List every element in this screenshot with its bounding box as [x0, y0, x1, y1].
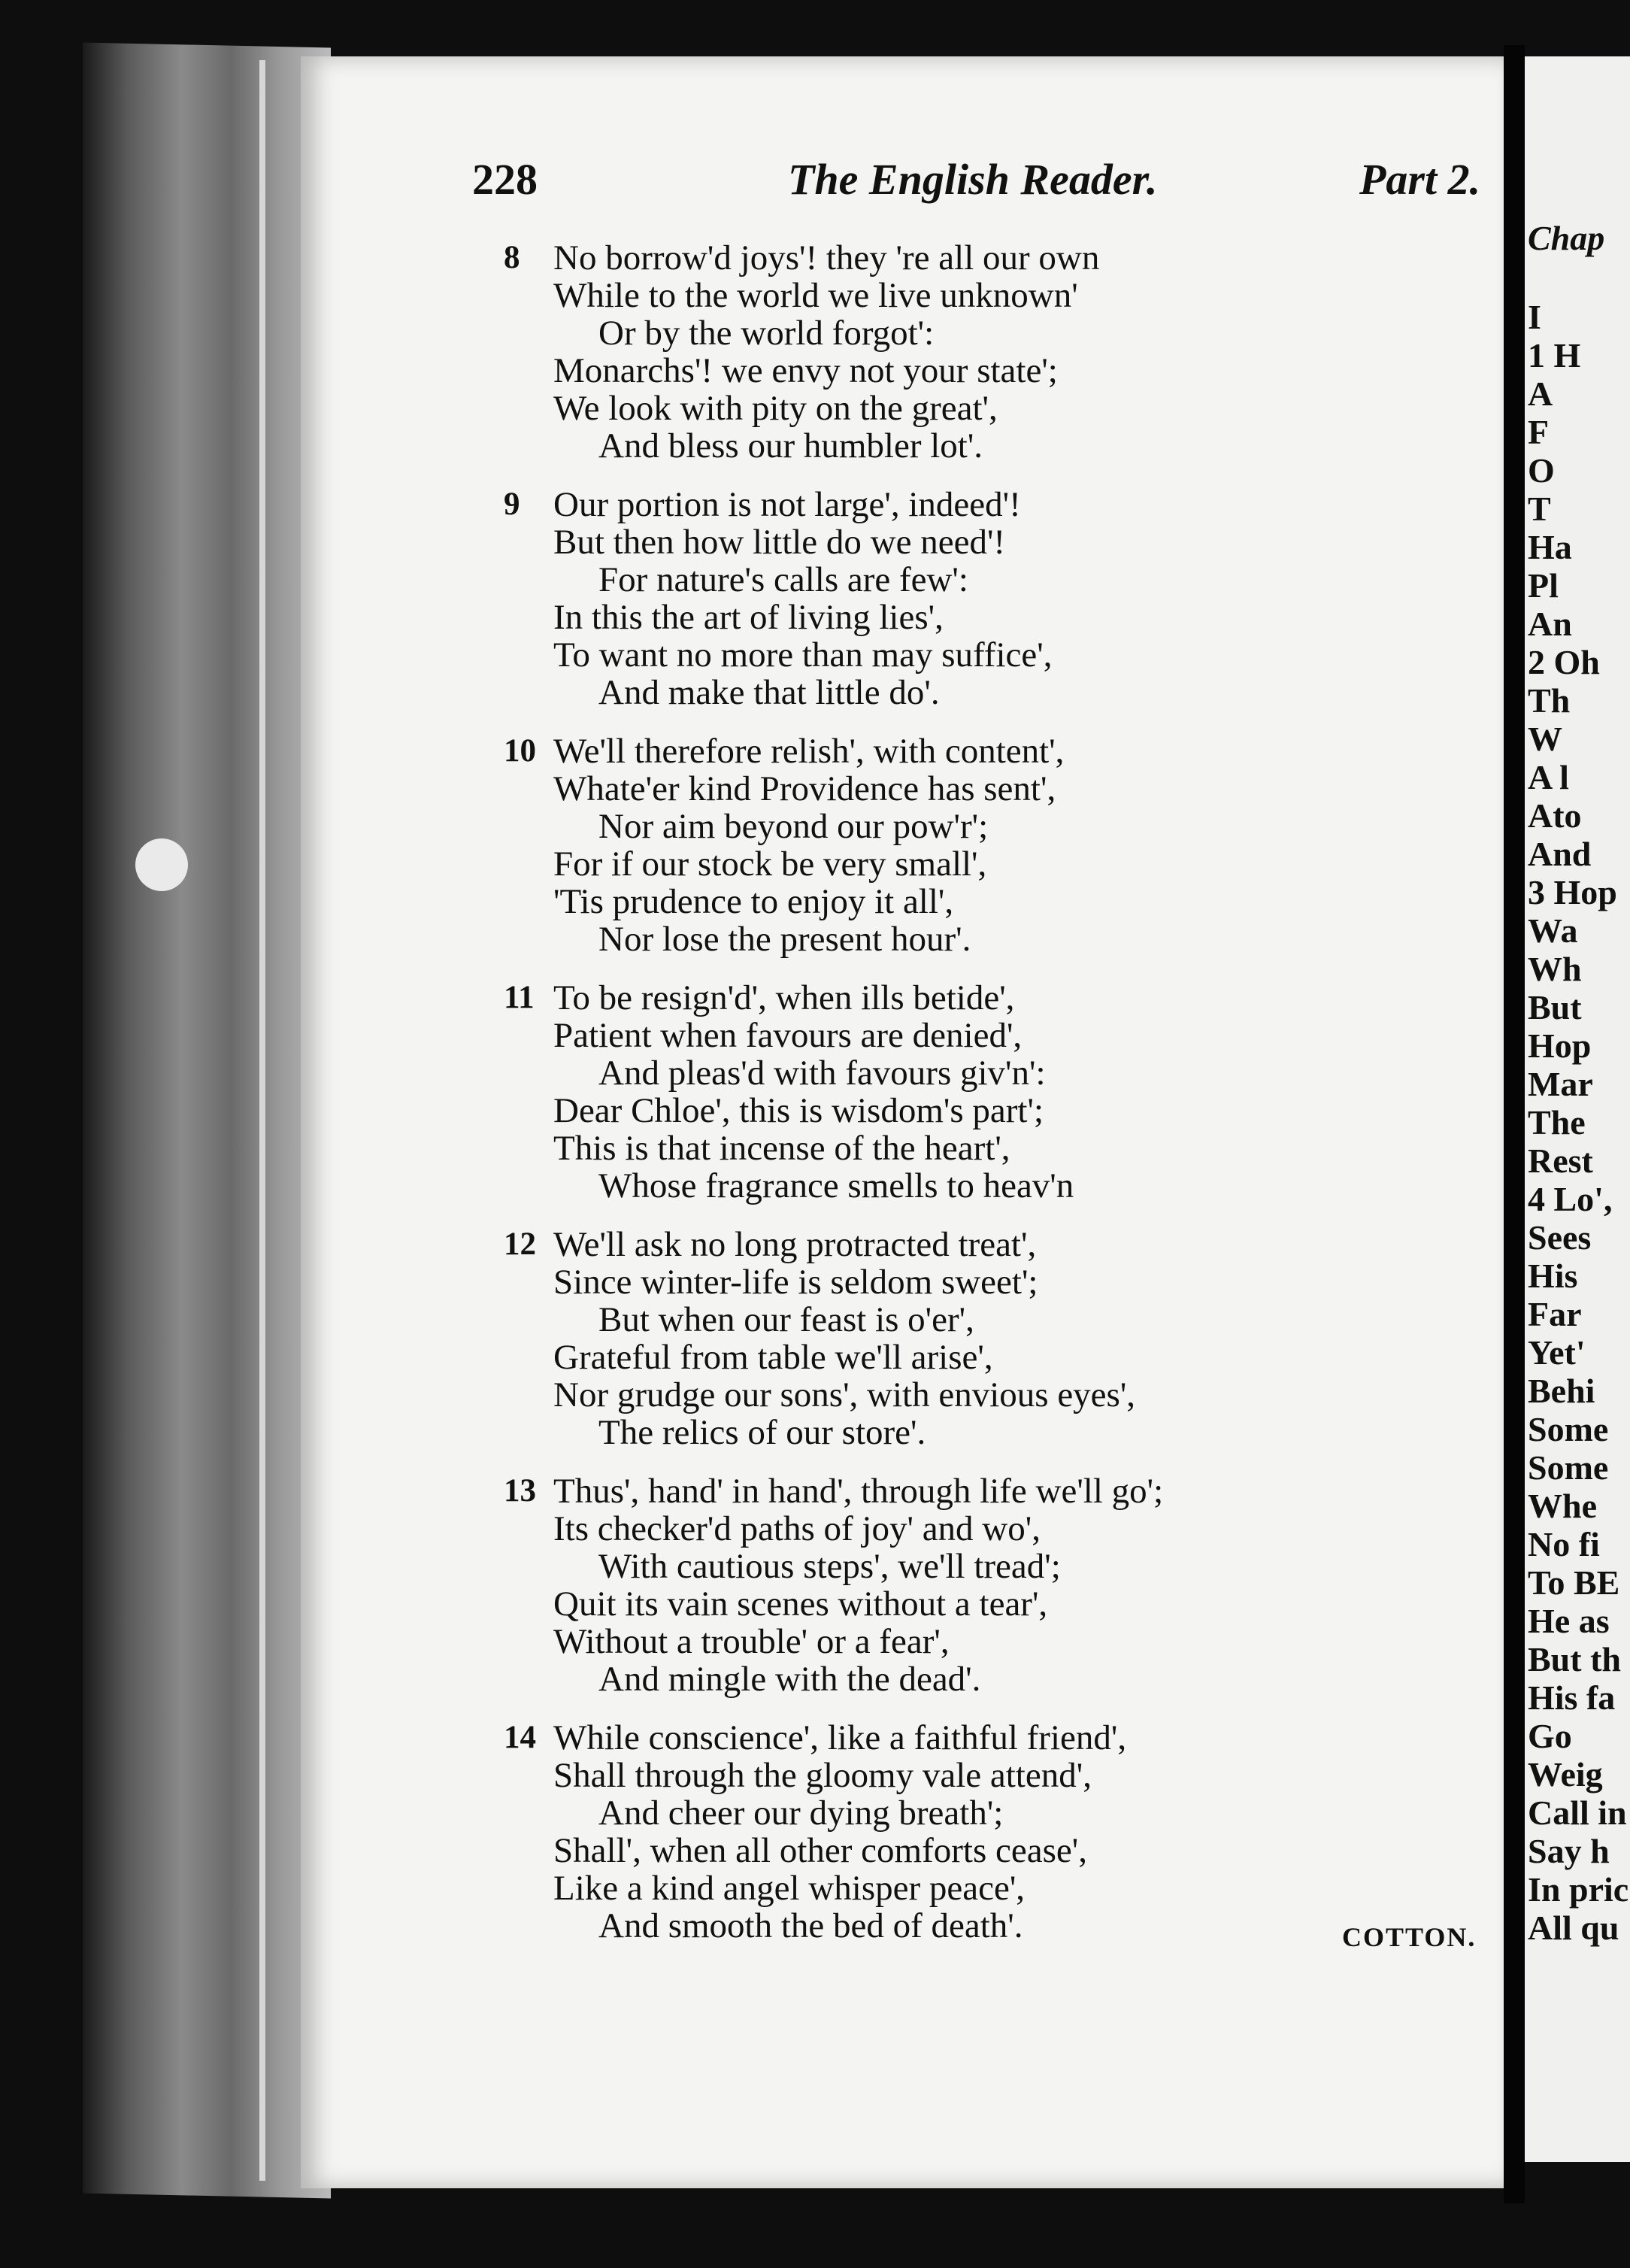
verse-line: To be resign'd', when ills betide', [553, 978, 1015, 1017]
adjacent-page-fragment: 2 Oh [1528, 643, 1600, 681]
stanza-number: 8 [504, 240, 520, 275]
adjacent-page-fragment: Weig [1528, 1755, 1603, 1793]
adjacent-page-fragment: I [1528, 298, 1541, 336]
adjacent-page-heading: Chap [1528, 219, 1605, 257]
stanza [504, 1226, 1466, 1451]
poem-body [504, 239, 1466, 1966]
adjacent-page-fragment: His fa [1528, 1678, 1616, 1717]
verse-line: While conscience', like a faithful friend', [553, 1718, 1127, 1757]
stanza [504, 1719, 1466, 1945]
book-edge [83, 43, 331, 2199]
author-attribution: COTTON. [1342, 1922, 1477, 1952]
adjacent-page-fragment: But th [1528, 1640, 1621, 1678]
verse-line: Whate'er kind Providence has sent', [553, 769, 1056, 808]
adjacent-page-fragment: T [1528, 490, 1551, 528]
verse-line: With cautious steps', we'll tread'; [598, 1547, 1061, 1586]
adjacent-page-fragment: And [1528, 835, 1592, 873]
adjacent-page-fragment: W [1528, 720, 1562, 758]
verse-line: Its checker'd paths of joy' and wo', [553, 1509, 1041, 1548]
verse-line: And mingle with the dead'. [598, 1660, 981, 1699]
adjacent-page-fragment: Ato [1528, 796, 1582, 835]
verse-line: We'll therefore relish', with content', [553, 732, 1065, 771]
adjacent-page-fragment: Whe [1528, 1487, 1597, 1525]
verse-line: Our portion is not large', indeed'! [553, 485, 1021, 524]
verse-line: But then how little do we need'! [553, 523, 1006, 562]
stanza [504, 732, 1466, 958]
adjacent-page-fragment: Some [1528, 1410, 1609, 1448]
adjacent-page-fragment: Mar [1528, 1065, 1593, 1103]
verse-line: The relics of our store'. [598, 1413, 926, 1452]
adjacent-page-fragment: His [1528, 1257, 1578, 1295]
adjacent-page-fragment: Pl [1528, 566, 1559, 605]
adjacent-page-fragment: Behi [1528, 1372, 1595, 1410]
verse-line: Since winter-life is seldom sweet'; [553, 1263, 1038, 1302]
verse-line: But when our feast is o'er', [598, 1300, 974, 1339]
book-gutter [1504, 45, 1525, 2203]
adjacent-page-fragment: Sees [1528, 1218, 1592, 1257]
adjacent-page-fragment: Some [1528, 1448, 1609, 1487]
verse-line: For nature's calls are few': [598, 560, 968, 599]
adjacent-page-fragment: Rest [1528, 1142, 1593, 1180]
verse-line: Shall', when all other comforts cease', [553, 1831, 1087, 1870]
verse-line: While to the world we live unknown' [553, 276, 1078, 315]
verse-line: And smooth the bed of death'. [598, 1906, 1023, 1945]
adjacent-page-fragment: 1 H [1528, 336, 1581, 374]
verse-line: And bless our humbler lot'. [598, 426, 983, 465]
verse-line: Whose fragrance smells to heav'n [598, 1166, 1074, 1205]
verse-line: Shall through the gloomy vale attend', [553, 1756, 1092, 1795]
verse-line: Like a kind angel whisper peace', [553, 1869, 1026, 1908]
part-label: Part 2. [1359, 155, 1481, 204]
adjacent-page-fragment: Call in [1528, 1793, 1627, 1832]
running-title: The English Reader. [788, 155, 1158, 204]
adjacent-page-fragment: The [1528, 1103, 1586, 1142]
adjacent-page-fragment: 4 Lo', [1528, 1180, 1613, 1218]
adjacent-page-fragment: A [1528, 374, 1553, 413]
verse-line: To want no more than may suffice', [553, 635, 1053, 675]
verse-line: Quit its vain scenes without a tear', [553, 1584, 1048, 1624]
verse-line: For if our stock be very small', [553, 844, 987, 884]
page-header [472, 154, 1495, 207]
stanza-number: 13 [504, 1473, 536, 1508]
verse-line: Nor lose the present hour'. [598, 920, 971, 959]
adjacent-page-fragment: An [1528, 605, 1572, 643]
adjacent-page-fragment: F [1528, 413, 1550, 451]
stanza [504, 1472, 1466, 1698]
adjacent-page-fragment: Hop [1528, 1026, 1592, 1065]
verse-line: Monarchs'! we envy not your state'; [553, 351, 1058, 390]
adjacent-page-fragment: Wa [1528, 911, 1578, 950]
adjacent-page-fragment: Wh [1528, 950, 1582, 988]
verse-line: And make that little do'. [598, 673, 940, 712]
adjacent-page-fragment: Say h [1528, 1832, 1610, 1870]
verse-line: 'Tis prudence to enjoy it all', [553, 882, 954, 921]
stanza-number: 10 [504, 733, 536, 769]
verse-line: In this the art of living lies', [553, 598, 944, 637]
page-number: 228 [472, 155, 538, 204]
adjacent-page-fragment: Ha [1528, 528, 1572, 566]
page-edge-line [259, 60, 265, 2181]
stanza [504, 486, 1466, 711]
adjacent-page-fragment: In pric [1528, 1870, 1629, 1909]
adjacent-page [1525, 56, 1630, 2162]
stanza-number: 12 [504, 1226, 536, 1262]
adjacent-page-fragment: Go [1528, 1717, 1572, 1755]
stanza [504, 979, 1466, 1205]
adjacent-page-fragment: A l [1528, 758, 1569, 796]
verse-line: Patient when favours are denied', [553, 1016, 1023, 1055]
adjacent-page-fragment: But [1528, 988, 1582, 1026]
adjacent-page-fragment: All qu [1528, 1909, 1619, 1947]
verse-line: We'll ask no long protracted treat', [553, 1225, 1037, 1264]
verse-line: And pleas'd with favours giv'n': [598, 1054, 1046, 1093]
verse-line: Or by the world forgot': [598, 314, 935, 353]
adjacent-page-fragment: Yet' [1528, 1333, 1586, 1372]
stanza [504, 239, 1466, 465]
verse-line: And cheer our dying breath'; [598, 1793, 1004, 1833]
adjacent-page-fragment: To BE [1528, 1563, 1620, 1602]
paper-blemish [135, 838, 188, 891]
adjacent-page-fragment: Far [1528, 1295, 1582, 1333]
verse-line: Dear Chloe', this is wisdom's part'; [553, 1091, 1044, 1130]
adjacent-page-fragment: Th [1528, 681, 1571, 720]
verse-line: Thus', hand' in hand', through life we'll go'; [553, 1472, 1164, 1511]
verse-line: Without a trouble' or a fear', [553, 1622, 950, 1661]
stanza-number: 14 [504, 1720, 536, 1755]
verse-line: This is that incense of the heart', [553, 1129, 1010, 1168]
adjacent-page-fragment: O [1528, 451, 1555, 490]
verse-line: Nor grudge our sons', with envious eyes', [553, 1375, 1136, 1414]
verse-line: Nor aim beyond our pow'r'; [598, 807, 989, 846]
verse-line: No borrow'd joys'! they 're all our own [553, 238, 1100, 277]
stanza-number: 11 [504, 980, 535, 1015]
adjacent-page-fragment: No fi [1528, 1525, 1600, 1563]
stanza-number: 9 [504, 487, 520, 522]
verse-line: Grateful from table we'll arise', [553, 1338, 993, 1377]
verse-line: We look with pity on the great', [553, 389, 998, 428]
adjacent-page-fragment: 3 Hop [1528, 873, 1617, 911]
adjacent-page-fragment: He as [1528, 1602, 1610, 1640]
